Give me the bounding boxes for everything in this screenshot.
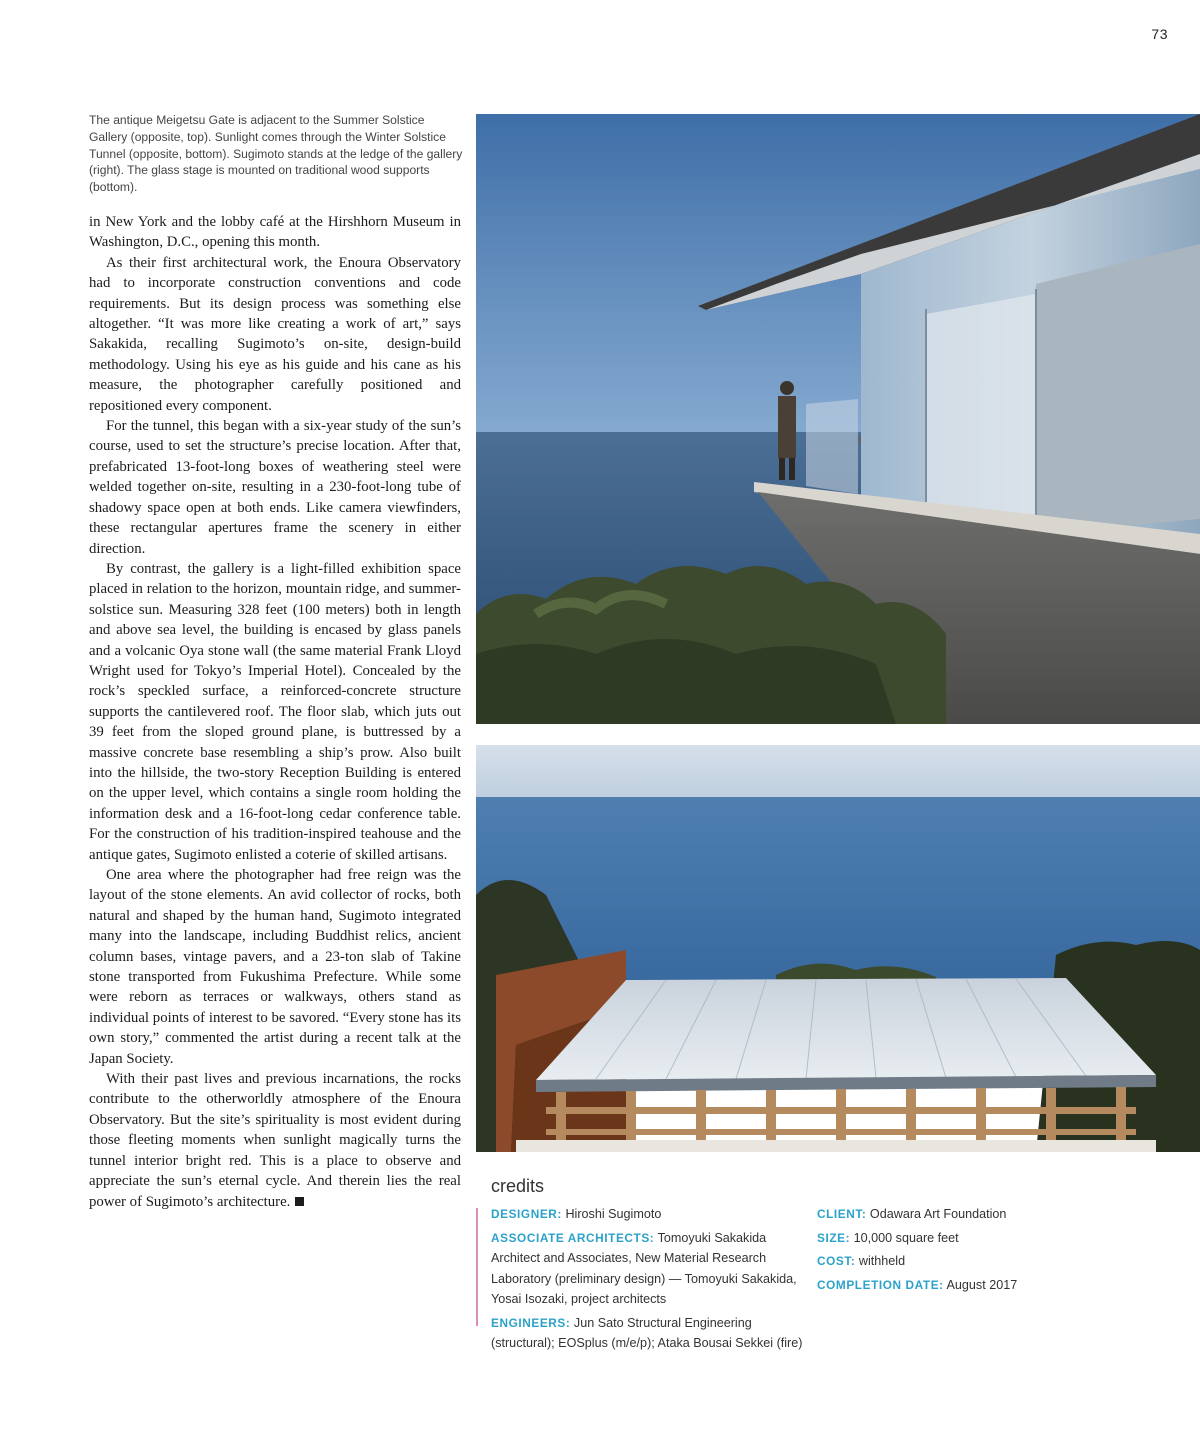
body-paragraph-3: For the tunnel, this began with a six-year study of the sun’s course, used to set the structure’s precise location. After that, prefabricated 13-foot-long boxes of weathering steel were welded together on-site, resulting in a 230-foot-long tube of shadowy space open at both ends. Like camera viewfinders, these rectangular apertures frame the scenery in either direction. (89, 418, 461, 557)
credit-engineers (491, 1313, 811, 1354)
credit-completion-date (817, 1275, 1137, 1296)
glass-stage-photo (476, 745, 1200, 1152)
body-paragraph-4: By contrast, the gallery is a light-filled exhibition space placed in relation to the horizon, mountain ridge, and summer-solstice sun. Measuring 328 feet (100 meters) both in length and above sea level, the building is encased by glass panels and a volcanic Oya stone wall (the same material Frank Lloyd Wright used for Tokyo’s Imperial Hotel). Concealed by the rock’s speckled surface, a reinforced-concrete structure supports the cantilevered roof. The floor slab, which juts out 39 feet from the sloped ground plane, is buttressed by a massive concrete base resembling a ship’s prow. Also built into the hillside, the two-story Reception Building is entered on the upper level, which contains a single room holding the information desk and a 16-foot-long cedar conference table. For the construction of his tradition-inspired teahouse and the antique gates, Sugimoto enlisted a coterie of skilled artisans. (89, 560, 461, 863)
credit-completion-value: August 2017 (946, 1277, 1018, 1292)
end-of-article-mark (295, 1197, 304, 1206)
credit-client-label: CLIENT: (817, 1207, 867, 1221)
credit-engineers-label: ENGINEERS: (491, 1315, 571, 1330)
credit-designer (491, 1204, 811, 1225)
credits-accent-rule (476, 1208, 478, 1326)
credit-cost (817, 1251, 1137, 1272)
photo-caption (89, 112, 464, 196)
caption-text: The antique Meigetsu Gate is adjacent to the Summer Solstice Gallery (opposite, top). Sunlight comes through the Winter Solstice Tunnel (opposite, bottom). Sugimoto stands at the ledge of the gallery (right). The glass stage is mounted on traditional wood supports (bottom). (89, 113, 463, 195)
credits-column-right (817, 1204, 1137, 1298)
credit-size-label: SIZE: (817, 1230, 851, 1245)
credits-box (476, 1176, 1200, 1350)
body-paragraph-5: One area where the photographer had free reign was the layout of the stone elements. An avid collector of rocks, both natural and shaped by the human hand, Sugimoto integrated many into the landscape, including Buddhist relics, ancient column bases, vintage pavers, and a 23-ton slab of Takine stone transported from Fukushima Prefecture. While some were reborn as terraces or walkways, others stand as individual points of interest to be savored. “Every stone has its own story,” commented the artist during a recent talk at the Japan Society. (89, 867, 461, 1067)
gallery-cantilever-photo (476, 114, 1200, 724)
credit-cost-label: COST: (817, 1254, 856, 1268)
credit-cost-value: withheld (858, 1254, 906, 1268)
credits-column-left (491, 1204, 811, 1357)
body-paragraph-2: As their first architectural work, the Enoura Observatory had to incorporate construction conventions and code requirements. But its design process was something else altogether. “It was more like creating a work of art,” says Sakakida, recalling Sugimoto’s on-site, design-build methodology. Using his eye as his guide and his cane as his measure, the photographer carefully positioned and repositioned every component. (89, 254, 461, 414)
credits-title: credits (491, 1176, 545, 1196)
credit-engineers-value: Jun Sato Structural Engineering (structural); EOSplus (m/e/p); Ataka Bousai Sekkei (fire) (491, 1315, 803, 1350)
body-paragraph-1: in New York and the lobby café at the Hirshhorn Museum in Washington, D.C., opening this month. (89, 214, 461, 251)
credit-designer-label: DESIGNER: (491, 1207, 562, 1221)
credit-associate-architects (491, 1228, 811, 1310)
body-paragraph-6 (89, 1069, 461, 1212)
body-paragraph-6-text: With their past lives and previous incarnations, the rocks contribute to the otherworldly atmosphere of the Enoura Observatory. But the site’s spirituality is most evident during those fleeting moments when sunlight magically turns the tunnel interior bright red. This is a place to observe and appreciate the sun’s eternal cycle. And therein lies the real power of Sugimoto’s architecture. (89, 1071, 461, 1210)
credit-completion-label: COMPLETION DATE: (817, 1277, 944, 1292)
page-number: 73 (1151, 26, 1168, 42)
article-body (89, 212, 461, 1212)
credit-client-value: Odawara Art Foundation (869, 1207, 1007, 1221)
credit-designer-value: Hiroshi Sugimoto (565, 1207, 662, 1221)
credit-size-value: 10,000 square feet (853, 1230, 959, 1245)
credit-size (817, 1228, 1137, 1249)
credit-client (817, 1204, 1137, 1225)
credit-associate-value: Tomoyuki Sakakida Architect and Associates, New Material Research Laboratory (preliminary design) — Tomoyuki Sakakida, Yosai Isozaki, project architects (491, 1230, 797, 1306)
credit-associate-label: ASSOCIATE ARCHITECTS: (491, 1230, 655, 1245)
